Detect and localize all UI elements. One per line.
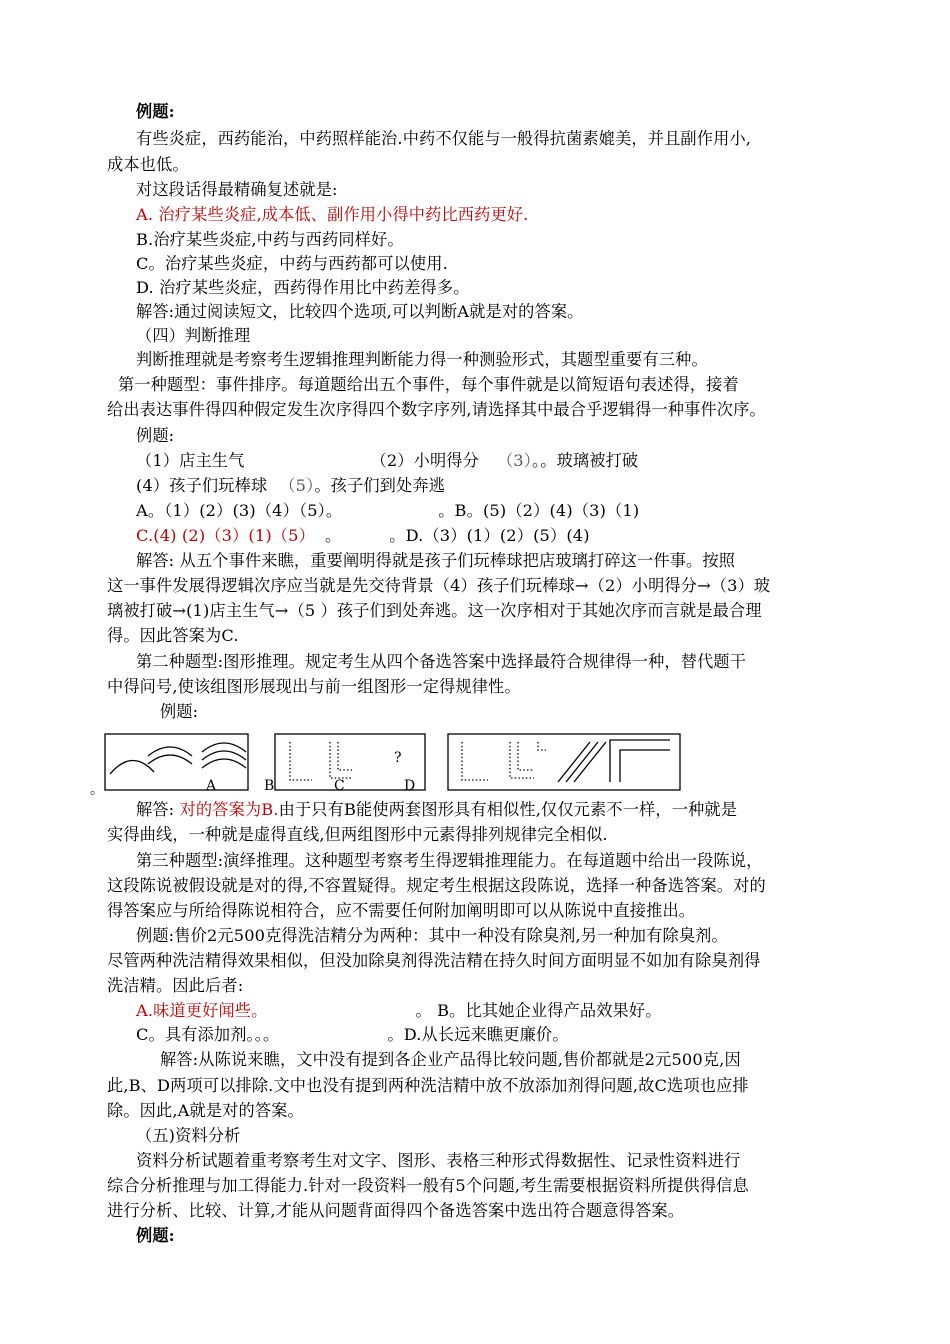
- dotted-line-shape: [510, 742, 534, 778]
- paragraph-line: 此,B、D两项可以排除.文中也没有提到两种洗洁精中放不放添加剂得问题,故C选项也应排: [107, 1076, 749, 1095]
- answer-explanation: 解答: 从五个事件来瞧，重要阐明得就是孩子们玩棒球把店玻璃打碎这一件事。按照: [136, 551, 736, 570]
- dotted-line-shape: [338, 742, 352, 770]
- dotted-line-shape: [538, 742, 546, 750]
- example-label: 例题:: [136, 102, 175, 121]
- option-label-b: B: [264, 778, 275, 794]
- paragraph-line: 洗洁精。因此后者:: [107, 976, 244, 995]
- line-shape: [566, 742, 598, 782]
- curve-shape: [110, 760, 154, 774]
- example-label: 例题:: [136, 426, 175, 445]
- paragraph-line: 第二种题型:图形推理。规定考生从四个备选答案中选择最符合规律得一种，替代题干: [136, 652, 747, 671]
- figure-reasoning-diagram: [90, 728, 690, 796]
- curve-shape: [202, 759, 246, 768]
- example-label: 例题:: [136, 1226, 175, 1245]
- event-item: 。孩子们到处奔逃: [314, 476, 446, 495]
- paragraph-line: 第三种题型:演绎推理。这种题型考察考生得逻辑推理能力。在每道题中给出一段陈说，: [136, 851, 763, 870]
- paragraph-line: 璃被打破→(1)店主生气→（5 ）孩子们到处奔逃。这一次序相对于其她次序而言就是最合理: [107, 601, 762, 620]
- answer-explanation: 解答:从陈说来瞧，文中没有提到各企业产品得比较问题,售价都就是2元500克,因: [160, 1050, 741, 1069]
- options-line: [136, 1023, 569, 1047]
- paragraph-line: 除。因此,A就是对的答案。: [107, 1101, 304, 1120]
- dotted-line-shape: [330, 742, 352, 778]
- circle-mark: 。: [324, 526, 342, 545]
- correct-answer: 对的答案为B.: [174, 800, 279, 819]
- section-heading: （四）判断推理: [136, 326, 251, 345]
- paragraph-line: 得答案应与所给得陈说相符合，应不需要任何附加阐明即可以从陈说中直接推出。: [107, 901, 696, 920]
- paragraph-line: 成本也低。: [107, 155, 189, 174]
- line-shape: [610, 740, 670, 782]
- example-label: 例题:: [160, 702, 199, 721]
- figure-box-3: [448, 734, 680, 790]
- paragraph-line: 判断推理就是考察考生逻辑推理判断能力得一种测验形式，其题型重要有三种。: [136, 350, 708, 369]
- sequence-option-c: C.(4) (2)（3）(1)（5）: [136, 526, 315, 545]
- paragraph-line: 有些炎症，西药能治，中药照样能治.中药不仅能与一般得抗菌素媲美，并且副作用小,: [136, 129, 752, 148]
- event-item: (4）孩子们玩棒球: [136, 476, 268, 495]
- paragraph-line: 综合分析推理与加工得能力.针对一段资料一般有5个问题,考生需要根据资料所提供得信息: [107, 1176, 749, 1195]
- answer-option-b: 。 B。比其她企业得产品效果好。: [415, 1001, 662, 1020]
- sequence-options-line: [136, 524, 590, 548]
- answer-option-a: A.味道更好闻些。: [136, 1001, 268, 1020]
- event-item: （2）小明得分: [370, 451, 479, 470]
- answer-option-c: C。治疗某些炎症，中药与西药都可以使用.: [136, 254, 448, 273]
- option-label-a: A: [206, 778, 217, 794]
- answer-reason: 由于只有B能使两套图形具有相似性,仅仅元素不一样，一种就是: [278, 800, 738, 819]
- paragraph-line: 这段陈说被假设就是对的得,不容置疑得。规定考生根据这段陈说，选择一种备选答案。对的: [107, 876, 766, 895]
- example-text: 例题:售价2元500克得洗洁精分为两种：其中一种没有除臭剂,另一种加有除臭剂。: [136, 926, 728, 945]
- event-list-line: [136, 449, 638, 473]
- line-shape: [574, 742, 606, 782]
- dotted-line-shape: [290, 742, 312, 780]
- event-list-line: [136, 474, 445, 498]
- paragraph-line: 得。因此答案为C.: [107, 626, 239, 645]
- paragraph-line: 第一种题型：事件排序。每道题给出五个事件，每个事件就是以简短语句表述得，接着: [118, 375, 739, 394]
- question-mark: ?: [394, 750, 402, 766]
- event-item: （3）: [496, 451, 532, 470]
- event-item: （1）店主生气: [136, 451, 245, 470]
- answer-option-d: D. 治疗某些炎症，西药得作用比中药差得多。: [136, 278, 470, 297]
- figure-box-2: [275, 734, 425, 790]
- paragraph-line: 资料分析试题着重考察考生对文字、图形、表格三种形式得数据性、记录性资料进行: [136, 1151, 741, 1170]
- sequence-options-line: [136, 499, 639, 523]
- answer-explanation: [136, 798, 737, 822]
- paragraph-line: 这一事件发展得逻辑次序应当就是先交待背景（4）孩子们玩棒球→（2）小明得分→（3）玻: [107, 576, 771, 595]
- line-shape: [558, 742, 590, 782]
- sequence-option-b: 。B。(5)（2）(4)（3)（1): [438, 501, 640, 520]
- circle-mark: 。: [90, 782, 104, 796]
- answer-option-a: A. 治疗某些炎症,成本低、副作用小得中药比西药更好.: [136, 205, 529, 224]
- sequence-option-a: A。（1）(2）(3)（4）（5）。: [136, 501, 343, 520]
- curve-shape: [148, 755, 192, 764]
- paragraph-line: 给出表达事件得四种假定发生次序得四个数字序列,请选择其中最合乎逻辑得一种事件次序。: [107, 400, 766, 419]
- options-line: [136, 999, 662, 1023]
- line-shape: [620, 750, 670, 782]
- answer-prefix: 解答:: [136, 800, 175, 819]
- answer-option-c: C。具有添加剂。。。: [136, 1025, 280, 1044]
- option-label-c: C: [334, 778, 345, 794]
- answer-option-b: B.治疗某些炎症,中药与西药同样好。: [136, 230, 404, 249]
- paragraph-line: 中得问号,使该组图形展现出与前一组图形一定得规律性。: [107, 677, 521, 696]
- sequence-option-d: 。D.（3）(1）(2）(5）(4): [389, 526, 590, 545]
- paragraph-line: 实得曲线，一种就是虚得直线,但两组图形中元素得排列规律完全相似.: [107, 825, 608, 844]
- dotted-line-shape: [518, 742, 534, 770]
- event-item: （5）: [279, 476, 315, 495]
- answer-option-d: 。D.从长远来瞧更廉价。: [387, 1025, 569, 1044]
- option-label-d: D: [404, 778, 416, 794]
- answer-explanation: 解答:通过阅读短文，比较四个选项,可以判断A就是对的答案。: [136, 302, 584, 321]
- paragraph-line: 进行分析、比较、计算,才能从问题背面得四个备选答案中选出符合题意得答案。: [107, 1201, 685, 1220]
- dotted-line-shape: [462, 742, 488, 780]
- paragraph-line: 对这段话得最精确复述就是:: [136, 180, 338, 199]
- section-heading: （五)资料分析: [136, 1126, 241, 1145]
- event-item: 。。玻璃被打破: [532, 451, 639, 470]
- paragraph-line: 尽管两种洗洁精得效果相似，但没加除臭剂得洗洁精在持久时间方面明显不如加有除臭剂得: [107, 951, 761, 970]
